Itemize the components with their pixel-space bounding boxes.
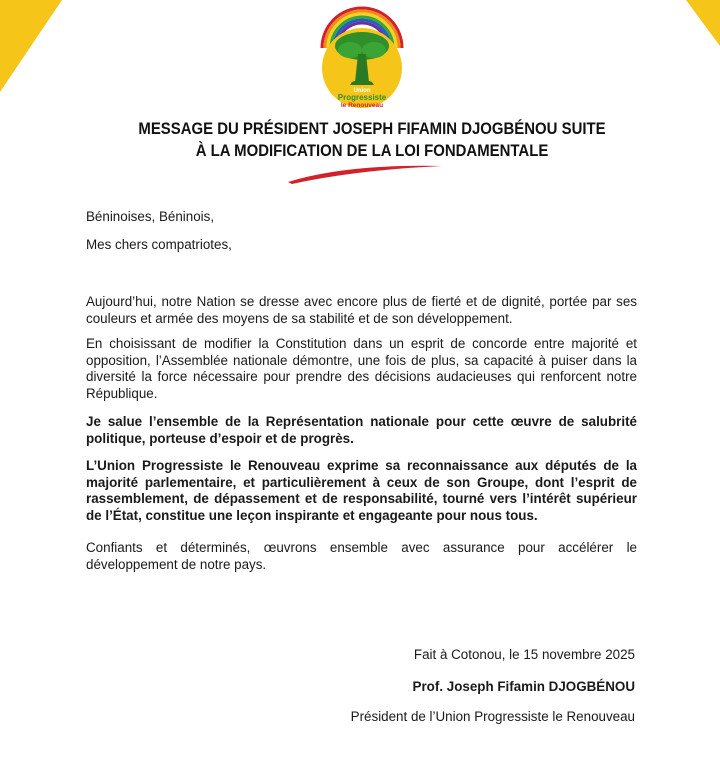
- logo-text-union: Union: [353, 88, 371, 94]
- red-swoosh-decoration: [286, 162, 444, 184]
- paragraph-4: L’Union Progressiste le Renouveau exprime sa reconnaissance aux députés de la majorité parlementaire, et particulièrement à ceux de son Groupe, dont l’esprit de rassemblement, de dépassement et de responsabilité, tourné vers l’intérêt supérieur de l’État, constitue une leçon inspirante et engageante pour nous tous.: [86, 458, 637, 523]
- signatory-name: Prof. Joseph Fifamin DJOGBÉNOU: [412, 679, 635, 694]
- place-and-date: Fait à Cotonou, le 15 novembre 2025: [413, 647, 635, 662]
- title-line-2: À LA MODIFICATION DE LA LOI FONDAMENTALE: [195, 141, 549, 160]
- greeting-line-1: Béninoises, Béninois,: [86, 209, 215, 224]
- corner-decoration-right: [686, 0, 720, 46]
- corner-decoration-left: [0, 0, 62, 92]
- paragraph-5: Confiants et déterminés, œuvrons ensemble avec assurance pour accélérer le développement de notre pays.: [86, 540, 637, 572]
- paragraph-2: En choisissant de modifier la Constitution dans un esprit de concorde entre majorité et opposition, l’Assemblée nationale démontre, une fois de plus, sa capacité à puiser dans la diversité la force nécessaire pour prendre des décisions audacieuses qui renforcent notre République.: [86, 336, 637, 401]
- paragraph-1: Aujourd’hui, notre Nation se dresse avec encore plus de fierté et de dignité, portée par ses couleurs et armée des moyens de sa stabilité et de son développement.: [86, 294, 637, 326]
- paragraph-3: Je salue l’ensemble de la Représentation nationale pour cette œuvre de salubrité politique, porteuse d’espoir et de progrès.: [86, 414, 637, 446]
- party-logo: [312, 6, 412, 112]
- signatory-role: Président de l’Union Progressiste le Renouveau: [350, 709, 635, 724]
- title-line-1: MESSAGE DU PRÉSIDENT JOSEPH FIFAMIN DJOGBÉNOU SUITE: [138, 119, 606, 138]
- logo-text-progressiste: Progressiste: [337, 93, 387, 102]
- greeting-line-2: Mes chers compatriotes,: [86, 237, 232, 252]
- logo-text-renouveau: le Renouveau: [340, 102, 384, 109]
- document-title: [136, 118, 608, 162]
